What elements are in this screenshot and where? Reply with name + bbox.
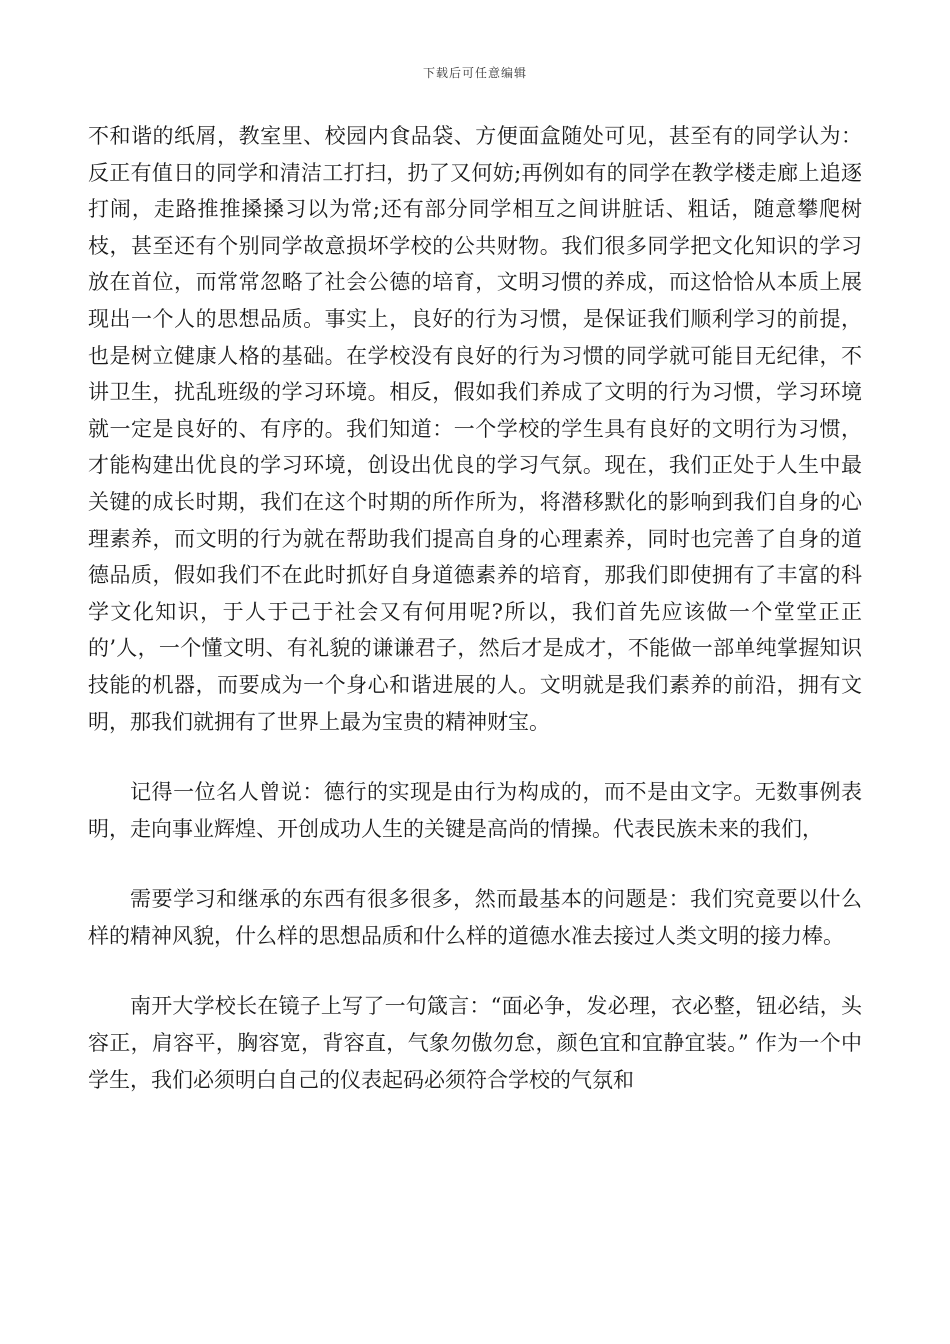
paragraph-2: 记得一位名人曾说：德行的实现是由行为构成的，而不是由文字。无数事例表明，走向事业辉煌、开创成功人生的关键是高尚的情操。代表民族未来的我们，: [88, 780, 862, 841]
paragraph-3: 需要学习和继承的东西有很多很多，然而最基本的问题是：我们究竟要以什么样的精神风貌，什么样的思想品质和什么样的道德水准去接过人类文明的接力棒。: [88, 887, 862, 948]
document-body: [88, 118, 862, 1098]
paragraph-4: 南开大学校长在镜子上写了一句箴言：“面必争，发必理，衣必整，钮必结，头容正，肩容平，胸容宽，背容直，气象勿傲勿怠，颜色宜和宜静宜装。” 作为一个中学生，我们必须明白自己的仪表起码必须符合学校的气氛和: [88, 994, 862, 1092]
paragraph-1: 不和谐的纸屑，教室里、校园内食品袋、方便面盒随处可见，甚至有的同学认为：反正有值日的同学和清洁工打扫，扔了又何妨;再例如有的同学在教学楼走廊上追逐打闹，走路推推搡搡习以为常;还有部分同学相互之间讲脏话、粗话，随意攀爬树枝，甚至还有个别同学故意损坏学校的公共财物。我们很多同学把文化知识的学习放在首位，而常常忽略了社会公德的培育，文明习惯的养成，而这恰恰从本质上展现出一个人的思想品质。事实上，良好的行为习惯，是保证我们顺利学习的前提，也是树立健康人格的基础。在学校没有良好的行为习惯的同学就可能目无纪律，不讲卫生，扰乱班级的学习环境。相反，假如我们养成了文明的行为习惯，学习环境就一定是良好的、有序的。我们知道：一个学校的学生具有良好的文明行为习惯，才能构建出优良的学习环境，创设出优良的学习气氛。现在，我们正处于人生中最关键的成长时期，我们在这个时期的所作所为，将潜移默化的影响到我们自身的心理素养，而文明的行为就在帮助我们提高自身的心理素养，同时也完善了自身的道德品质，假如我们不在此时抓好自身道德素养的培育，那我们即使拥有了丰富的科学文化知识，于人于己于社会又有何用呢?所以，我们首先应该做一个堂堂正正的’人，一个懂文明、有礼貌的谦谦君子，然后才是成才，不能做一部单纯掌握知识技能的机器，而要成为一个身心和谐进展的人。文明就是我们素养的前沿，拥有文明，那我们就拥有了世界上最为宝贵的精神财宝。: [88, 124, 862, 734]
header-note: 下载后可任意编辑: [422, 66, 527, 80]
